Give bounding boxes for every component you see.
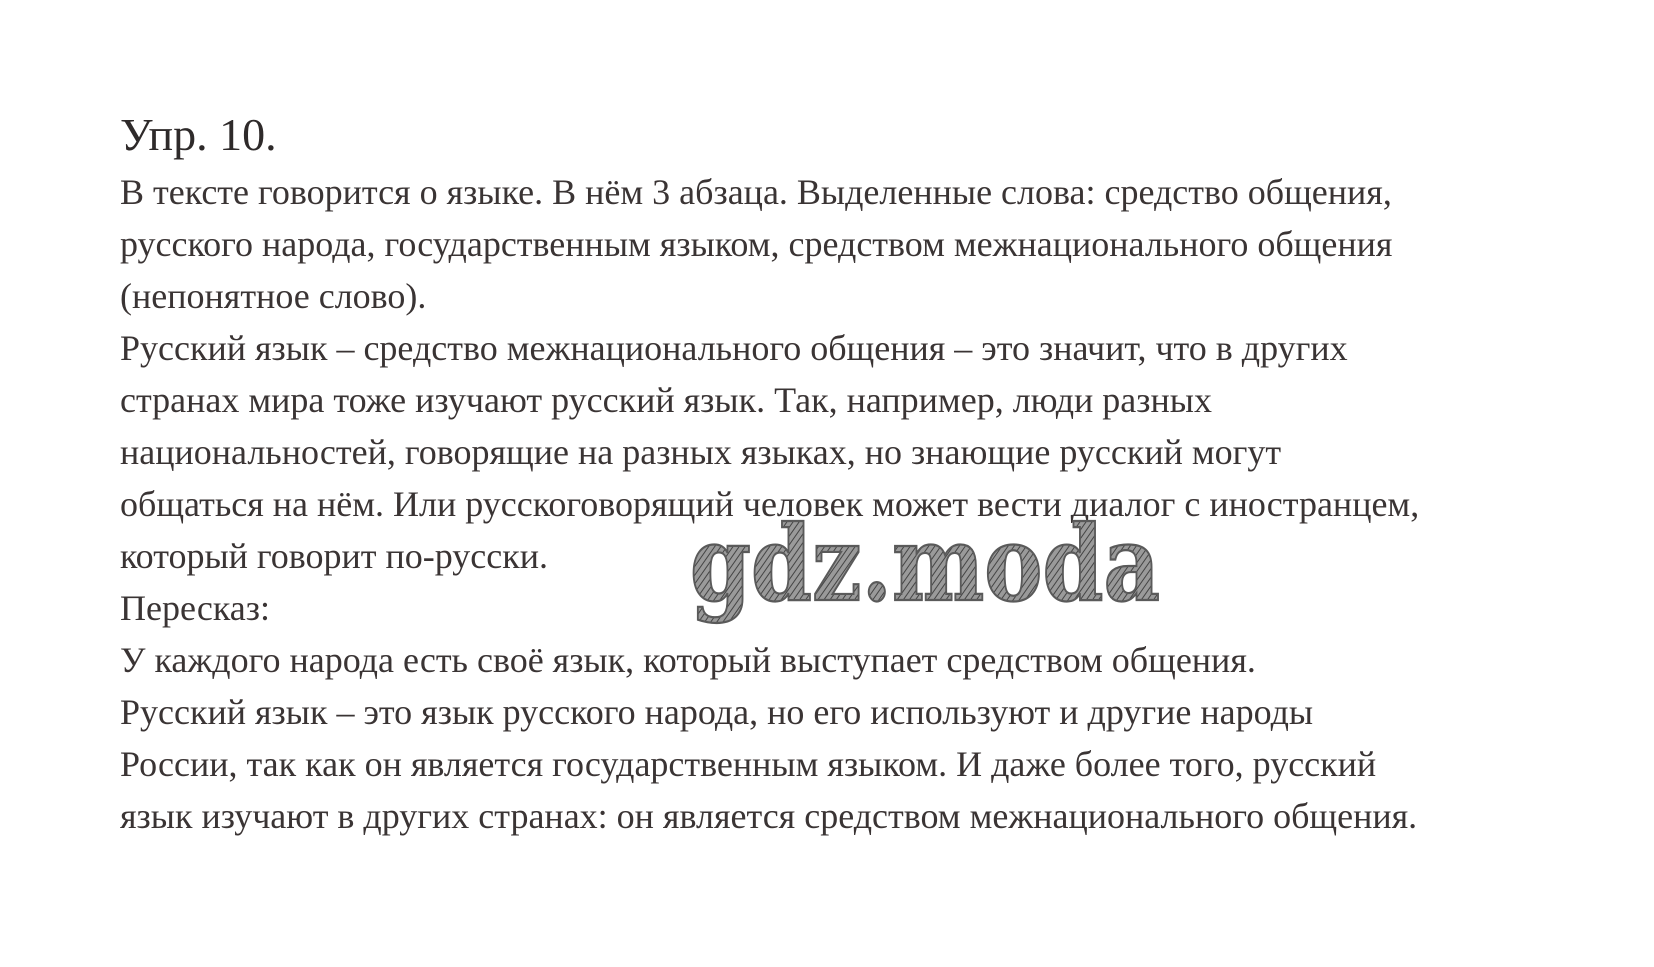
text-line-1: В тексте говорится о языке. В нём 3 абзаца. Выделенные слова: средство общения, <box>120 172 1392 212</box>
text-line-13: язык изучают в других странах: он является средством межнационального общения. <box>120 796 1418 836</box>
text-line-7: общаться на нём. Или русскоговорящий человек может вести диалог с иностранцем, <box>120 484 1420 524</box>
text-line-6: национальностей, говорящие на разных языках, но знающие русский могут <box>120 432 1282 472</box>
exercise-title: Упр. 10. <box>120 109 277 160</box>
text-line-3: (непонятное слово). <box>120 276 427 316</box>
text-line-11: Русский язык – это язык русского народа, но его используют и другие народы <box>120 692 1314 732</box>
text-line-2: русского народа, государственным языком, средством межнационального общения <box>120 224 1393 264</box>
document-body <box>120 104 1620 842</box>
watermark-logo <box>690 502 1170 638</box>
retelling-heading: Пересказ: <box>120 588 270 628</box>
text-line-4: Русский язык – средство межнационального общения – это значит, что в других <box>120 328 1348 368</box>
text-line-8: который говорит по-русски. <box>120 536 549 576</box>
text-line-5: странах мира тоже изучают русский язык. Так, например, люди разных <box>120 380 1212 420</box>
text-line-10: У каждого народа есть своё язык, который выступает средством общения. <box>120 640 1256 680</box>
svg-text:gdz.moda: gdz.moda <box>690 502 1160 625</box>
text-line-12: России, так как он является государственным языком. И даже более того, русский <box>120 744 1377 784</box>
